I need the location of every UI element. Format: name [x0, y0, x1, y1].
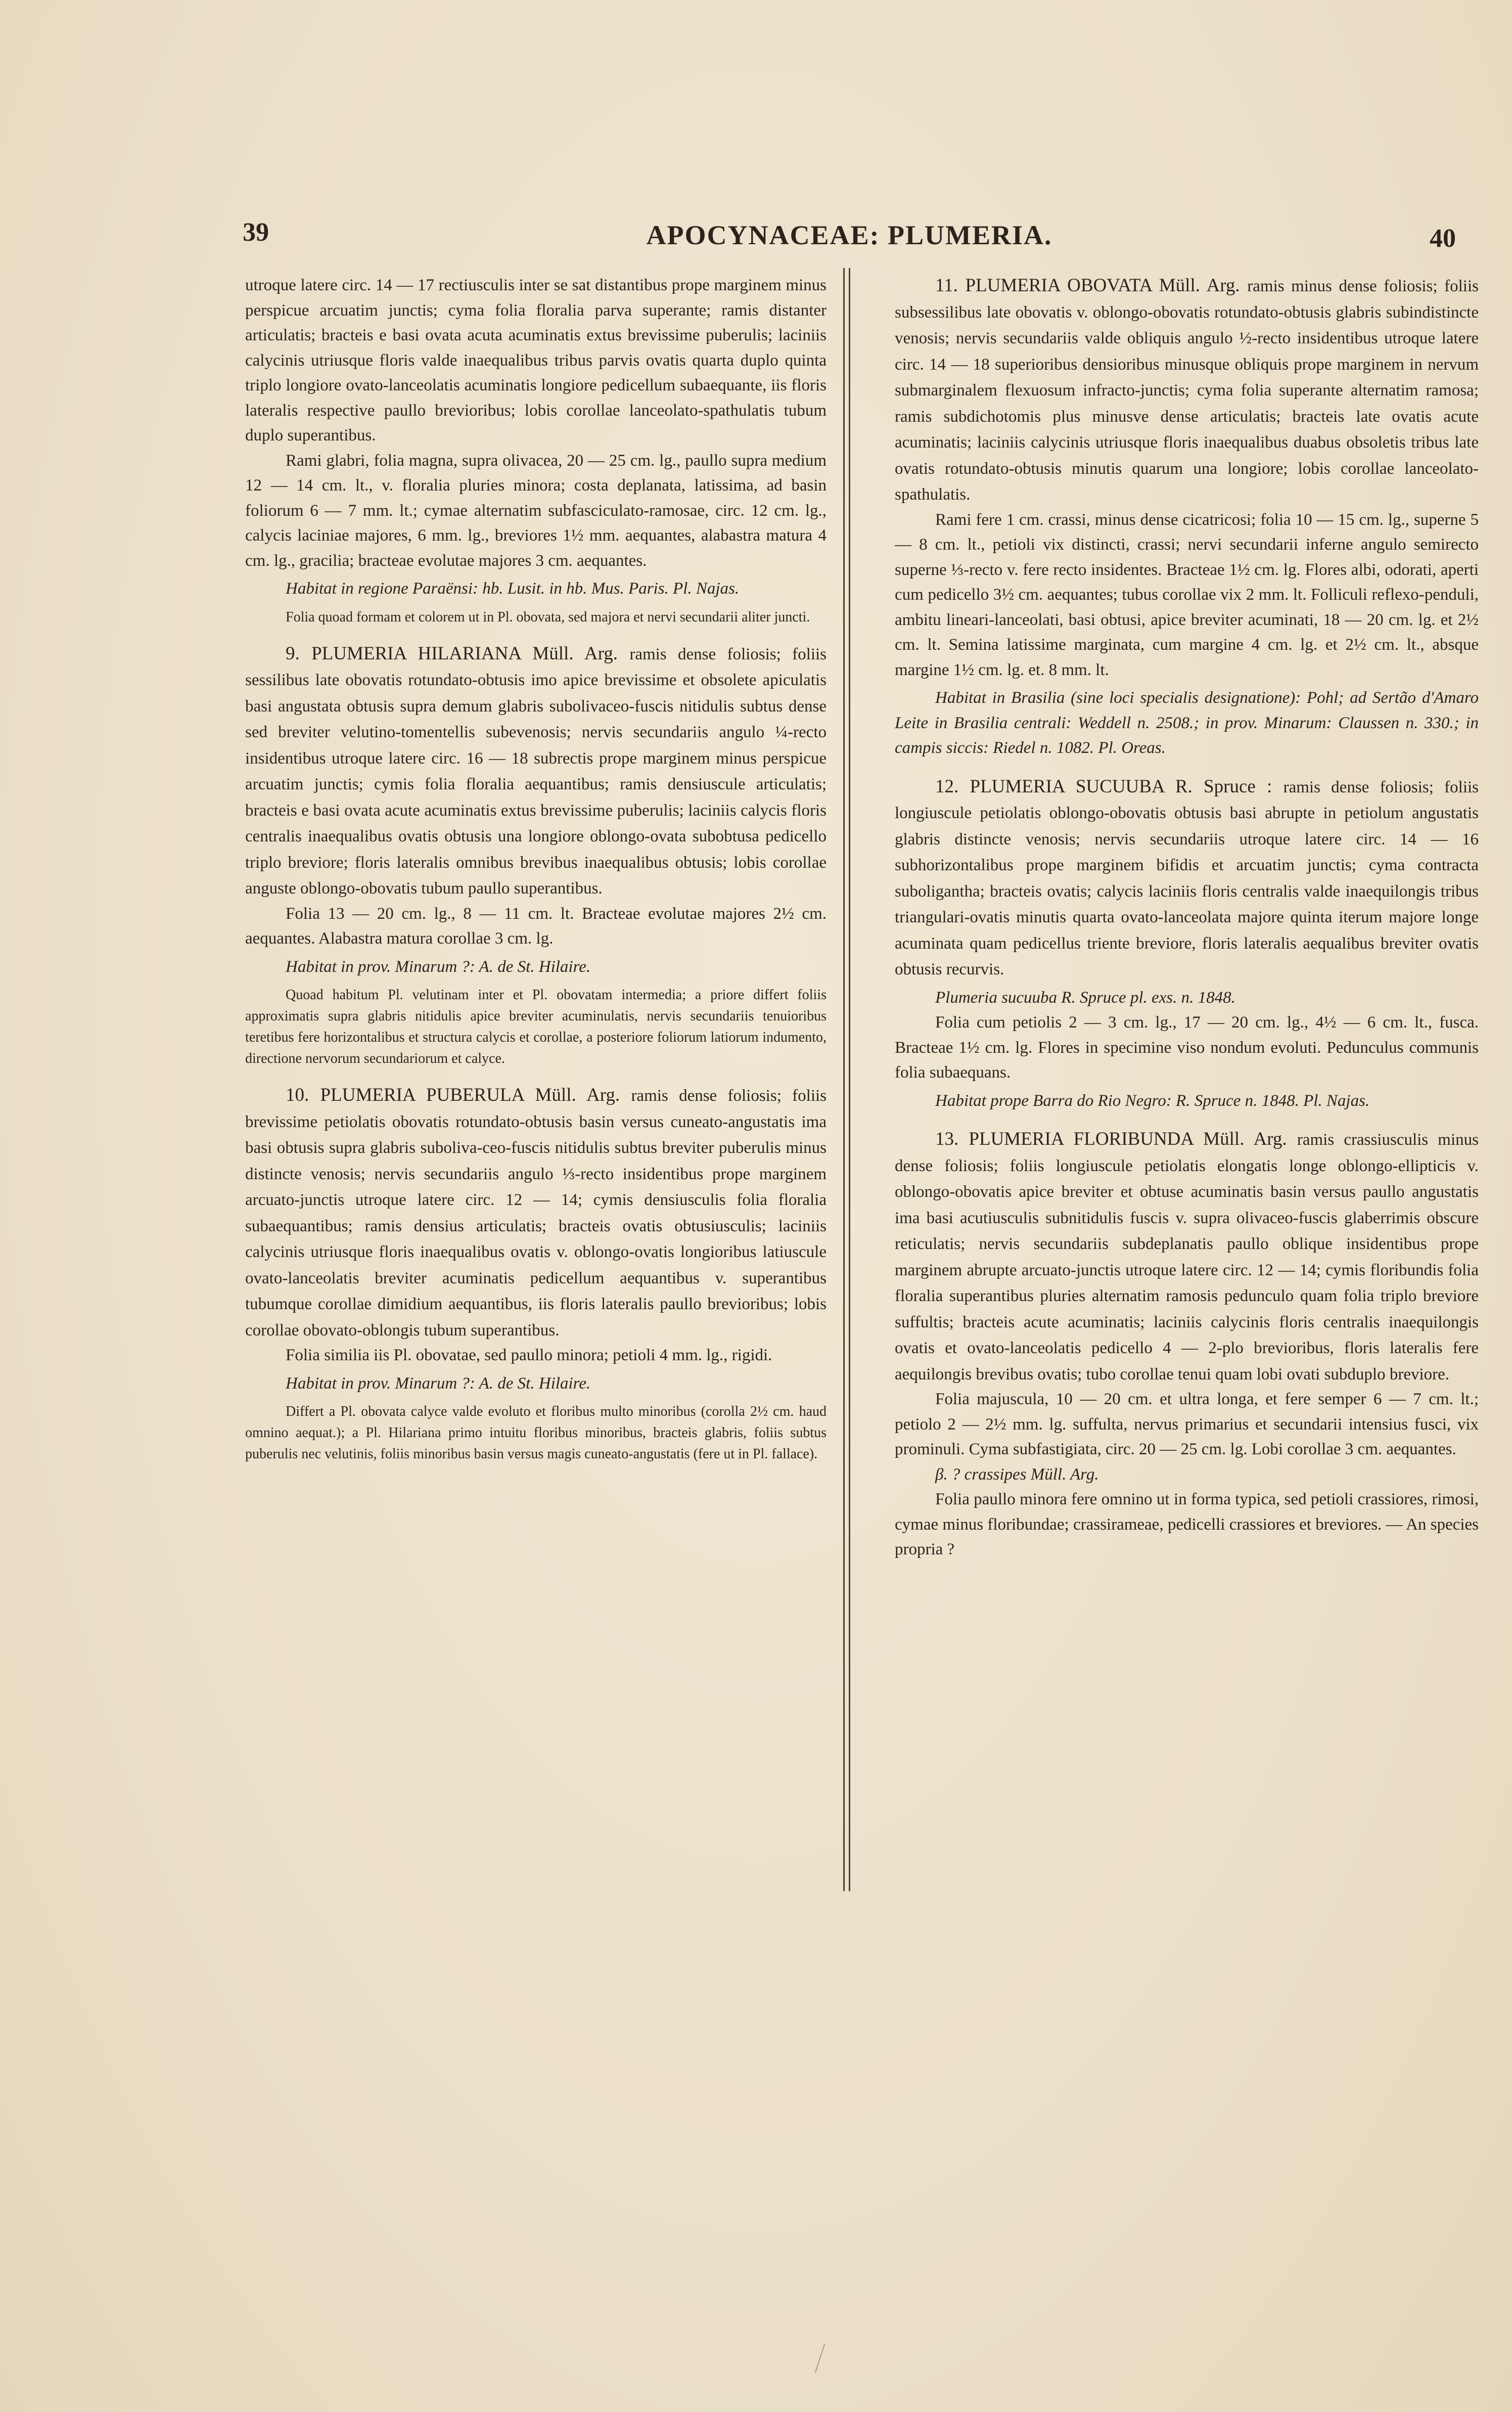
habitat-12: Habitat prope Barra do Rio Negro: R. Spruce n. 1848. Pl. Najas.: [935, 1091, 1370, 1110]
note-10: Differt a Pl. obovata calyce valde evoluto et floribus multo minoribus (corolla 2½ cm. haud omnino aequat.); a Pl. Hilariana primo intuitu floribus minoribus, bracteis glabris, foliis subtus puberulis nec velutinis, foliis minoribus basin versus magis cuneato-angustatis (fere ut in Pl. fallace).: [245, 1404, 827, 1462]
citation-12: Plumeria sucuuba R. Spruce pl. exs. n. 1848.: [935, 988, 1235, 1007]
column-divider: [843, 268, 850, 1891]
species-12-title: 12. PLUMERIA SUCUUBA R. Spruce : ramis dense foliosis; foliis longiuscule petiolatis oblongo-obovatis obtusis basi abrupte in petiolum angustatis glabris distincte venosis; nervis secundariis utroque latere circ. 14 — 16 subhorizontalibus prope marginem bifidis et arcuatim junctis; cyma contracta suboligantha; bracteis ovatis; calycis laciniis floris centralis valde inaequilongis tribus triangulari-ovatis minutis quarta ovato-lanceolata majore quinta iterum majore longe acuminata quam pedicellus triente breviore, floris lateralis aequalibus breviter ovatis obtusis recurvis.: [895, 776, 1479, 978]
note-9: Quoad habitum Pl. velutinam inter et Pl. obovatam intermedia; a priore differt foliis approximatis supra glabris nitidulis apice breviter acuminulatis, nervis secundariis tenuioribus teretibus fere horizontalibus et structura calycis et corollae, a posteriore foliorum latiorum indumento, directione nervorum secundariorum et calyce.: [245, 987, 827, 1066]
species-9-title: 9. PLUMERIA HILARIANA Müll. Arg. ramis dense foliosis; foliis sessilibus late obovatis rotundato-obtusis imo apice brevissime et obsolete apiculatis basi angustata obtusis supra demum glabris subolivaceo-fuscis nitidulis subtus dense sed breviter velutino-tomentellis subevenosis; nervis secundariis angulo ¼-recto insidentibus utroque latere circ. 16 — 18 subrectis prope marginem minus perspicue arcuatim junctis; cymis folia floralia aequantibus; ramis densiuscule articulatis; bracteis e basi ovata acute acuminatis extus brevissime puberulis; laciniis calycis floris centralis inaequalibus ovatis obtusis una longiore oblongo-ovata subobtusa pedicello triplo breviore; floris lateralis omnibus brevibus inaequalibus obtusis; lobis corollae anguste oblongo-obovatis tubum paullo superantibus.: [245, 643, 827, 898]
page-number-right: 40: [1430, 224, 1456, 253]
left-column: [245, 273, 827, 1465]
species-13-folia: Folia majuscula, 10 — 20 cm. et ultra longa, et fere semper 6 — 7 cm. lt.; petiolo 2 — 2½ mm. lg. suffulta, nervus primarius et secundarii intensius fusci, vix prominuli. Cyma subfastigiata, circ. 20 — 25 cm. lg. Lobi corollae 3 cm. aequantes.: [895, 1390, 1479, 1458]
species-10-title: 10. PLUMERIA PUBERULA Müll. Arg. ramis dense foliosis; foliis brevissime petiolatis obovatis rotundato-obtusis basin versus cuneato-angustatis ima basi obtusis supra glabris suboliva-ceo-fuscis nitidulis subtus breviter puberulis minus distincte venosis; nervis secundariis angulo ⅓-recto insidentibus prope marginem arcuato-junctis utroque latere circ. 12 — 14; cymis densiusculis folia floralia subaequantibus; ramis densius articulatis; bracteis ovatis obtusiusculis; laciniis calycinis utriusque floris inaequalibus ovatis v. oblongo-ovatis longioribus latiuscule ovato-lanceolatis breviter acuminatis pedicellum aequantibus v. superantibus tubumque corollae dimidium aequantibus, iis floris lateralis paullo brevioribus; lobis corollae obovato-oblongis tubum superantibus.: [245, 1085, 827, 1339]
continued-description: utroque latere circ. 14 — 17 rectiusculis inter se sat distantibus prope marginem minus perspicue arcuatim junctis; cyma folia floralia parva superante; ramis distanter articulatis; bracteis e basi ovata acuta acuminatis extus brevissime puberulis; laciniis calycinis utriusque floris valde inaequalibus tribus parvis ovatis quarta duplo quinta triplo longiore ovato-lanceolatis acuminatis longiore pedicellum subaequante, iis floris lateralis respective paullo brevioribus; lobis corollae lanceolato-spathulatis tubum duplo superantibus.: [245, 276, 827, 444]
species-11-title: 11. PLUMERIA OBOVATA Müll. Arg. ramis minus dense foliosis; foliis subsessilibus late obovatis v. oblongo-obovatis rotundato-obtusis glabris subindistincte venosis; nervis secundariis valde obliquis angulo ½-recto insidentibus utroque latere circ. 14 — 18 superioribus densioribus minusque obliquis prope marginem in nervum submarginalem flexuosum infracto-junctis; cyma folia superante alternatim ramosa; ramis subdichotomis plus minusve dense articulatis; bracteis late ovatis acute acuminatis; laciniis calycinis utriusque floris inaequalibus duabus obsoletis tribus late ovatis rotundato-obtusis minutis quarum una longiore; lobis corollae lanceolato-spathulatis.: [895, 275, 1479, 504]
species-13-diagnosis: ramis crassiusculis minus dense foliosis; foliis longiuscule petiolatis elongatis longe oblongo-ellipticis v. oblongo-obovatis apice breviter et obtuse acuminatis basin versus paullo angustatis ima basi acutiusculis subnitidulis fuscis v. supra olivaceo-fuscis glaberrimis obscure reticulatis; nervis secundariis subdeplanatis paullo oblique insidentibus prope marginem abrupte arcuato-junctis utroque latere circ. 12 — 14; cymis floribundis folia floralia superantibus pluries alternatim ramosis pedunculo quam folia triplo breviore suffultis; bracteis acute acuminatis; laciniis calycinis floris centralis inaequilongis ovatis et ovato-lanceolatis pedicello 4 — 2-plo brevioribus, floris lateralis fere aequilongis brevibus ovatis; tubo corollae tenui quam lobi ovati subduplo breviore.: [895, 1131, 1479, 1383]
variety-description: Folia paullo minora fere omnino ut in forma typica, sed petioli crassiores, rimosi, cymae minus floribundae; crassirameae, pedicelli crassiores et breviores. — An species propria ?: [895, 1490, 1479, 1558]
species-9-diagnosis: ramis dense foliosis; foliis sessilibus late obovatis rotundato-obtusis imo apice brevissime et obsolete apiculatis basi angustata obtusis supra demum glabris subolivaceo-fuscis nitidulis subtus dense sed breviter velutino-tomentellis subevenosis; nervis secundariis angulo ¼-recto insidentibus utroque latere circ. 16 — 18 subrectis prope marginem minus perspicue arcuatim junctis; cymis folia floralia aequantibus; ramis densiuscule articulatis; bracteis e basi ovata acute acuminatis extus brevissime puberulis; laciniis calycis floris centralis inaequalibus ovatis obtusis una longiore oblongo-ovata subobtusa pedicello triplo breviore; floris lateralis omnibus brevibus inaequalibus obtusis; lobis corollae anguste oblongo-obovatis tubum paullo superantibus.: [245, 645, 827, 898]
habitat-10: Habitat in prov. Minarum ?: A. de St. Hilaire.: [286, 1374, 591, 1393]
habitat-8: Habitat in regione Paraënsi: hb. Lusit. in hb. Mus. Paris. Pl. Najas.: [286, 579, 740, 598]
species-11-diagnosis: ramis minus dense foliosis; foliis subsessilibus late obovatis v. oblongo-obovatis rotundato-obtusis glabris subindistincte venosis; nervis secundariis valde obliquis angulo ½-recto insidentibus utroque latere circ. 14 — 18 superioribus densioribus minusque obliquis prope marginem in nervum submarginalem flexuosum infracto-junctis; cyma folia superante alternatim ramosa; ramis subdichotomis plus minusve dense articulatis; bracteis late ovatis acute acuminatis; laciniis calycinis utriusque floris inaequalibus duabus obsoletis tribus late ovatis rotundato-obtusis minutis quarum una longiore; lobis corollae lanceolato-spathulatis.: [895, 277, 1479, 504]
habitat-11: Habitat in Brasilia (sine loci specialis designatione): Pohl; ad Sertão d'Amaro Leite in Brasilia centrali: Weddell n. 2508.; in prov. Minarum: Claussen n. 330.; in campis siccis: Riedel n. 1082. Pl. Oreas.: [895, 689, 1479, 757]
species-12-folia: Folia cum petiolis 2 — 3 cm. lg., 17 — 20 cm. lg., 4½ — 6 cm. lt., fusca. Bracteae 1½ cm. lg. Flores in specimine viso nondum evoluti. Pedunculus communis folia subaequans.: [895, 1013, 1479, 1082]
pencil-mark: [815, 2344, 844, 2379]
page-number-left: 39: [243, 218, 269, 247]
right-column: [895, 273, 1479, 1562]
species-12-diagnosis: ramis dense foliosis; foliis longiuscule petiolatis oblongo-obovatis obtusis basi abrupte in petiolum angustatis glabris distincte venosis; nervis secundariis utroque latere circ. 14 — 16 subhorizontalibus prope marginem bifidis et arcuatim junctis; cyma contracta suboligantha; bracteis ovatis; calycis laciniis floris centralis valde inaequilongis tribus triangulari-ovatis minutis quarta ovato-lanceolata majore quinta iterum majore longe acuminata quam pedicellus triente breviore, floris lateralis aequalibus breviter ovatis obtusis recurvis.: [895, 778, 1479, 978]
page-header: [243, 217, 1456, 258]
habitat-9: Habitat in prov. Minarum ?: A. de St. Hilaire.: [286, 957, 591, 976]
variety-crassipes: β. ? crassipes Müll. Arg.: [935, 1465, 1099, 1484]
species-9-folia: Folia 13 — 20 cm. lg., 8 — 11 cm. lt. Bracteae evolutae majores 2½ cm. aequantes. Alabastra matura corollae 3 cm. lg.: [245, 904, 827, 948]
running-title: APOCYNACEAE: PLUMERIA.: [646, 220, 1052, 250]
rami-description: Rami glabri, folia magna, supra olivacea, 20 — 25 cm. lg., paullo supra medium 12 — 14 cm. lt., v. floralia pluries minora; costa deplanata, latissima, ad basin foliorum 6 — 7 mm. lt.; cymae alternatim subfasciculato-ramosae, circ. 12 cm. lg., calycis laciniae majores, 6 mm. lg., breviores 1½ mm. aequantes, alabastra matura 4 cm. lg., gracilia; bracteae evolutae majores 3 cm. aequantes.: [245, 451, 827, 570]
note-8: Folia quoad formam et colorem ut in Pl. obovata, sed majora et nervi secundarii aliter juncti.: [286, 609, 810, 625]
species-10-folia: Folia similia iis Pl. obovatae, sed paullo minora; petioli 4 mm. lg., rigidi.: [286, 1346, 772, 1364]
species-13-title: 13. PLUMERIA FLORIBUNDA Müll. Arg. ramis crassiusculis minus dense foliosis; foliis longiuscule petiolatis elongatis longe oblongo-ellipticis v. oblongo-obovatis apice breviter et obtuse acuminatis basin versus paullo angustatis ima basi acutiusculis subnitidulis fuscis v. supra olivaceo-fuscis glaberrimis obscure reticulatis; nervis secundariis subdeplanatis paullo oblique insidentibus prope marginem abrupte arcuato-junctis utroque latere circ. 12 — 14; cymis floribundis folia floralia superantibus pluries alternatim ramosis pedunculo quam folia triplo breviore suffultis; bracteis acute acuminatis; laciniis calycinis floris centralis inaequilongis ovatis et ovato-lanceolatis pedicello 4 — 2-plo brevioribus, floris lateralis fere aequilongis brevibus ovatis; tubo corollae tenui quam lobi ovati subduplo breviore.: [895, 1129, 1479, 1383]
species-11-rami: Rami fere 1 cm. crassi, minus dense cicatricosi; folia 10 — 15 cm. lg., superne 5 — 8 cm. lt., petioli vix distincti, crassi; nervi secundarii inferne angulo semirecto superne ⅓-recto v. fere recto insidentes. Bracteae 1½ cm. lg. Flores albi, odorati, aperti cum pedicello 3½ cm. aequantes; tubus corollae vix 2 mm. lt. Folliculi reflexo-penduli, ambitu lineari-lanceolati, basi obtusi, apice breviter acuminati, 18 — 20 cm. lg. et 2½ cm. lt. Semina latissime marginata, cum margine 4 cm. lg. et 2½ cm. lt., absque margine 1½ cm. lg. et. 8 mm. lt.: [895, 510, 1479, 679]
species-10-diagnosis: ramis dense foliosis; foliis brevissime petiolatis obovatis rotundato-obtusis basin versus cuneato-angustatis ima basi obtusis supra glabris suboliva-ceo-fuscis nitidulis subtus breviter puberulis minus distincte venosis; nervis secundariis angulo ⅓-recto insidentibus prope marginem arcuato-junctis utroque latere circ. 12 — 14; cymis densiusculis folia floralia subaequantibus; ramis densius articulatis; bracteis ovatis obtusiusculis; laciniis calycinis utriusque floris inaequalibus ovatis v. oblongo-ovatis longioribus latiuscule ovato-lanceolatis breviter acuminatis pedicellum aequantibus v. superantibus tubumque corollae dimidium aequantibus, iis floris lateralis paullo brevioribus; lobis corollae obovato-oblongis tubum superantibus.: [245, 1087, 827, 1339]
